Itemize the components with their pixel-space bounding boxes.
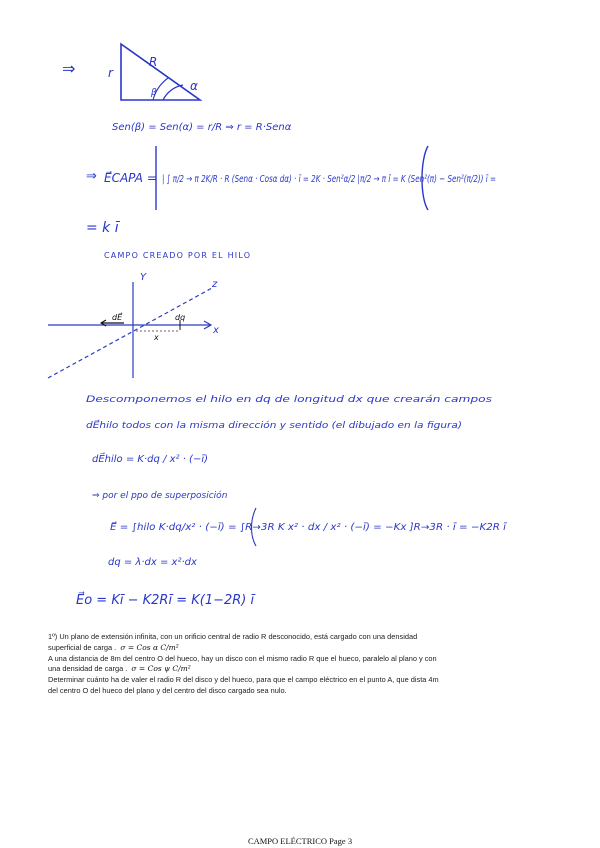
- hypotenuse-R-label: R: [149, 55, 158, 69]
- axis-x-label: x: [213, 325, 219, 336]
- implies-arrow-2: ⇒: [86, 169, 97, 184]
- superposition-intro: ⇒ por el ppo de superposición: [92, 491, 228, 501]
- sine-relation: Sen(β) = Sen(α) = r/R ⇒ r = R·Senα: [112, 122, 292, 133]
- angle-beta-label: β: [151, 88, 157, 98]
- problem-line-2: [48, 643, 568, 654]
- wire-axes-diagram: [48, 282, 212, 378]
- ecapa-label: E⃗CAPA =: [104, 171, 157, 185]
- descompose-line-2: dE⃗hilo todos con la misma dirección y sentido (el dibujado en la figura): [86, 421, 407, 431]
- descompose-line-1: Descomponemos el hilo en dq de longitud dx que crearán campos: [86, 395, 493, 405]
- problem-line-2-text: superficial de carga .: [48, 642, 117, 652]
- dq-relation: dq = λ·dx = x²·dx: [108, 557, 197, 568]
- problem-line-5: Determinar cuánto ha de valer el radio R del disco y del hueco, para que el campo eléctrico en el punto A, que dista 4m: [48, 675, 439, 685]
- dq-label: dq: [175, 313, 186, 322]
- page-footer: CAMPO ELÉCTRICO Page 3: [247, 836, 353, 846]
- sigma-disc-handwritten: σ = Cos ψ C/m²: [131, 664, 191, 674]
- right-triangle: [121, 44, 200, 100]
- de-label: dE⃗: [112, 313, 123, 322]
- sigma-plane-handwritten: σ = Cos α C/m²: [120, 642, 179, 652]
- angle-alpha-label: α: [190, 79, 198, 93]
- problem-line-4-text: una densidad de carga .: [48, 664, 128, 674]
- axis-z-label: z: [212, 279, 218, 290]
- problem-line-1: 1º) Un plano de extensión infinita, con un orificio central de radio R desconocido, está cargado con una densidad: [48, 632, 418, 641]
- side-r-label: r: [108, 66, 113, 80]
- problem-line-3: A una distancia de 8m del centro O del hueco, hay un disco con el mismo radio R que el hueco, paralelo al plano y con: [48, 653, 437, 663]
- e-integral: E⃗ = ∫hilo K·dq/x² · (−ī) = ∫R→3R K x² · dx / x² · (−ī) = −Kx ]R→3R · ī = −K2R ī: [110, 522, 477, 533]
- de-hilo-formula: dE⃗hilo = K·dq / x² · (−ī): [92, 454, 208, 465]
- hilo-heading: CAMPO CREADO POR EL HILO: [104, 251, 252, 260]
- implies-arrow-1: ⇒: [62, 59, 76, 78]
- axis-y-label: Y: [140, 272, 147, 283]
- problem-statement: [48, 632, 568, 697]
- ecapa-integral: | ∫ π/2 → π 2K/R · R (Senα · Cosα dα) · ī = 2K · Sen²α/2 |π/2 → π ī = K (Sen²(π) − Sen²(π/2)) ī =: [162, 174, 496, 185]
- problem-line-4: [48, 664, 568, 675]
- x-distance-label: x: [154, 333, 159, 342]
- e0-result: E⃗o = Kī − K2Rī = K(1−2R) ī: [76, 593, 255, 608]
- ecapa-result: = k ī: [86, 220, 119, 236]
- problem-line-6: del centro O del hueco del plano y del centro del disco cargado sea nulo.: [48, 685, 287, 695]
